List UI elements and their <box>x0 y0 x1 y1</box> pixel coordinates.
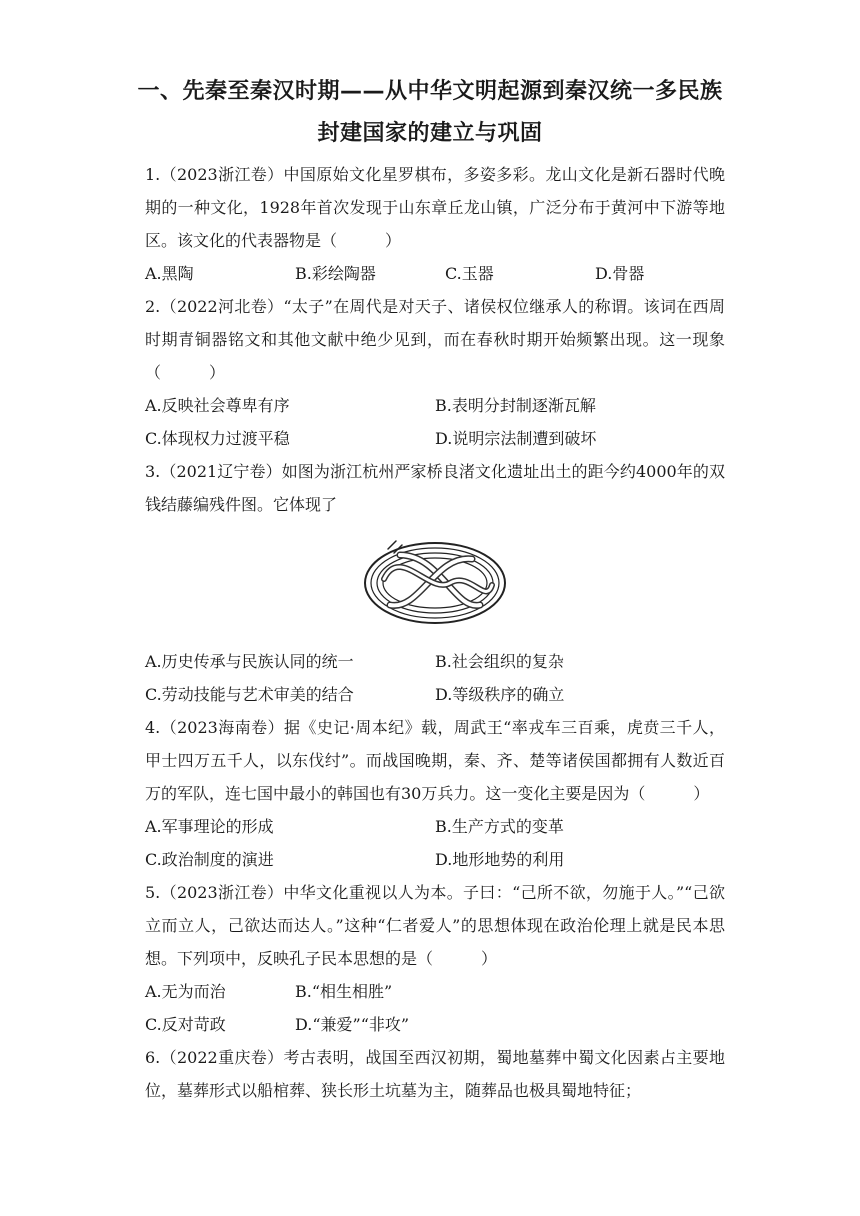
q5-option-b[interactable]: B.“相生相胜” <box>295 982 393 1001</box>
question-2-options-row1 <box>145 389 725 422</box>
question-3-options-row1 <box>145 645 725 678</box>
question-1-options <box>145 257 725 290</box>
q4-option-d[interactable]: D.地形地势的利用 <box>435 850 565 869</box>
double-coin-knot-icon <box>360 535 510 631</box>
question-3-stem: 3.（2021辽宁卷）如图为浙江杭州严家桥良渚文化遗址出土的距今约4000年的双钱结藤编残件图。它体现了 <box>145 462 725 514</box>
question-3-options-row2 <box>145 678 725 711</box>
q4-option-b[interactable]: B.生产方式的变革 <box>435 817 564 836</box>
q2-option-d[interactable]: D.说明宗法制遭到破坏 <box>435 429 597 448</box>
q4-option-a[interactable]: A.军事理论的形成 <box>145 817 274 836</box>
question-5-options-row1 <box>145 975 725 1008</box>
page-title-line2: 封建国家的建立与巩固 <box>317 121 543 146</box>
q1-option-b[interactable]: B.彩绘陶器 <box>295 264 376 283</box>
q5-option-c[interactable]: C.反对苛政 <box>145 1015 226 1034</box>
q2-option-c[interactable]: C.体现权力过渡平稳 <box>145 429 290 448</box>
page-title-line1: 一、先秦至秦汉时期——从中华文明起源到秦汉统一多民族 <box>137 79 723 104</box>
double-coin-knot-figure <box>145 521 725 645</box>
q1-option-d[interactable]: D.骨器 <box>595 264 645 283</box>
q5-option-d[interactable]: D.“兼爱”“非攻” <box>295 1015 410 1034</box>
question-4-options-row1 <box>145 810 725 843</box>
question-4-stem: 4.（2023海南卷）据《史记·周本纪》载，周武王“率戎车三百乘，虎贲三千人，甲士四万五千人，以东伐纣”。而战国晚期，秦、齐、楚等诸侯国都拥有人数近百万的军队，连七国中最小的韩国也有30万兵力。这一变化主要是因为（ ） <box>145 718 725 803</box>
q3-option-d[interactable]: D.等级秩序的确立 <box>435 685 565 704</box>
q3-option-b[interactable]: B.社会组织的复杂 <box>435 652 564 671</box>
q3-option-c[interactable]: C.劳动技能与艺术审美的结合 <box>145 685 354 704</box>
question-6-stem: 6.（2022重庆卷）考古表明，战国至西汉初期，蜀地墓葬中蜀文化因素占主要地位，墓葬形式以船棺葬、狭长形土坑墓为主，随葬品也极具蜀地特征； <box>145 1048 725 1100</box>
q3-option-a[interactable]: A.历史传承与民族认同的统一 <box>145 652 354 671</box>
question-5-options-row2 <box>145 1008 725 1041</box>
q2-option-b[interactable]: B.表明分封制逐渐瓦解 <box>435 396 596 415</box>
q5-option-a[interactable]: A.无为而治 <box>145 982 226 1001</box>
question-list <box>145 158 725 1107</box>
q1-option-c[interactable]: C.玉器 <box>445 264 494 283</box>
q2-option-a[interactable]: A.反映社会尊卑有序 <box>145 396 290 415</box>
question-1-stem: 1.（2023浙江卷）中国原始文化星罗棋布，多姿多彩。龙山文化是新石器时代晚期的一种文化，1928年首次发现于山东章丘龙山镇，广泛分布于黄河中下游等地区。该文化的代表器物是（ ） <box>145 165 725 250</box>
question-4-options-row2 <box>145 843 725 876</box>
question-2-options-row2 <box>145 422 725 455</box>
question-2-stem: 2.（2022河北卷）“太子”在周代是对天子、诸侯权位继承人的称谓。该词在西周时期青铜器铭文和其他文献中绝少见到，而在春秋时期开始频繁出现。这一现象（ ） <box>145 297 725 382</box>
q4-option-c[interactable]: C.政治制度的演进 <box>145 850 274 869</box>
question-5-stem: 5.（2023浙江卷）中华文化重视以人为本。子曰：“己所不欲，勿施于人。”“己欲立而立人，己欲达而达人。”这种“仁者爱人”的思想体现在政治伦理上就是民本思想。下列项中，反映孔子民本思想的是（ ） <box>145 883 725 968</box>
q1-option-a[interactable]: A.黑陶 <box>145 264 194 283</box>
